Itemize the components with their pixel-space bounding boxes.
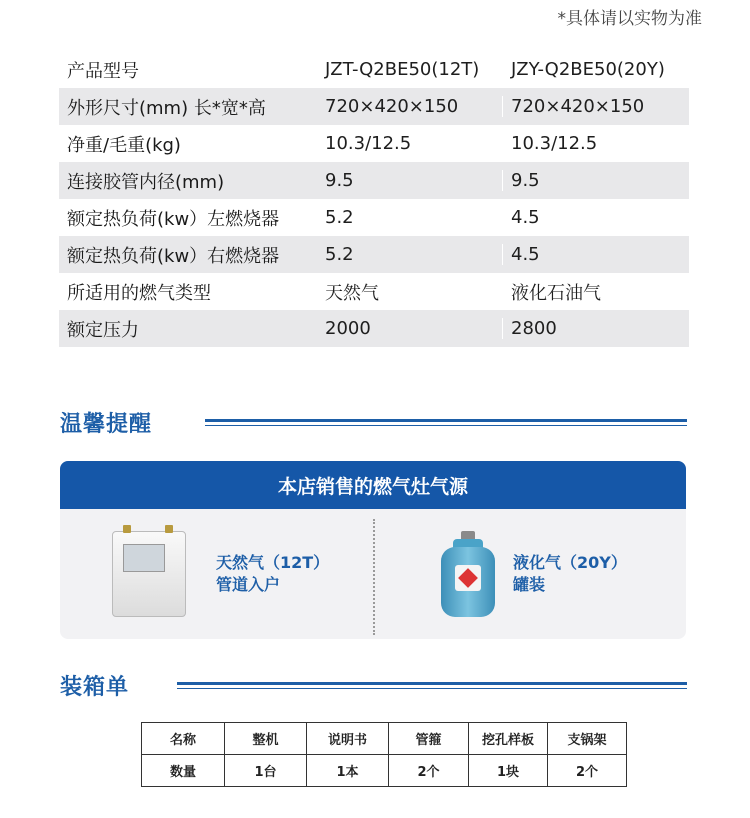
spec-value-20y: JZY-Q2BE50(20Y) — [511, 59, 665, 80]
disclaimer-note: *具体请以实物为准 — [557, 9, 702, 29]
packing-table — [141, 722, 627, 787]
spec-label: 外形尺寸(mm) 长*宽*高 — [67, 97, 266, 119]
spec-row — [59, 125, 689, 162]
lpg-item — [373, 509, 627, 639]
gas-source-card-title: 本店销售的燃气灶气源 — [60, 461, 686, 509]
packing-value-cell: 2个 — [389, 755, 469, 787]
reminder-title: 温馨提醒 — [60, 412, 153, 437]
packing-header-cell: 管箍 — [389, 723, 469, 755]
spec-row — [59, 162, 689, 199]
packing-value-cell: 数量 — [142, 755, 225, 787]
spec-row — [59, 51, 689, 88]
packing-header-cell: 支锅架 — [548, 723, 627, 755]
packing-value-cell: 1本 — [307, 755, 389, 787]
spec-value-12t: 10.3/12.5 — [317, 133, 503, 154]
spec-value-12t: 2000 — [317, 318, 503, 339]
spec-row — [59, 88, 689, 125]
gas-meter-icon — [112, 531, 186, 617]
packing-value-cell: 1块 — [469, 755, 548, 787]
natural-gas-desc: 管道入户 — [216, 575, 281, 594]
spec-label: 额定热负荷(kw）右燃烧器 — [67, 245, 280, 267]
spec-value-12t: 720×420×150 — [317, 96, 503, 117]
spec-value-12t: 5.2 — [317, 244, 503, 265]
spec-value-20y: 9.5 — [511, 170, 540, 191]
spec-value-20y: 4.5 — [511, 207, 540, 228]
spec-row — [59, 199, 689, 236]
table-row — [142, 755, 627, 787]
lpg-desc: 罐装 — [513, 575, 546, 594]
spec-value-20y: 4.5 — [511, 244, 540, 265]
packing-header-cell: 名称 — [142, 723, 225, 755]
spec-value-20y: 液化石油气 — [511, 282, 601, 304]
packing-value-cell: 2个 — [548, 755, 627, 787]
packing-header-cell: 整机 — [225, 723, 307, 755]
spec-label: 所适用的燃气类型 — [67, 282, 211, 304]
lpg-label: 液化气（20Y） — [513, 553, 627, 572]
packing-value-cell: 1台 — [225, 755, 307, 787]
natural-gas-item — [60, 509, 329, 639]
packing-header-cell: 说明书 — [307, 723, 389, 755]
table-row — [142, 723, 627, 755]
spec-label: 净重/毛重(kg) — [67, 134, 181, 156]
spec-value-12t: 9.5 — [317, 170, 503, 191]
packing-title: 装箱单 — [60, 675, 130, 700]
spec-value-20y: 720×420×150 — [511, 96, 645, 117]
gas-cylinder-icon — [441, 531, 495, 617]
gas-source-card — [60, 461, 686, 639]
spec-row — [59, 310, 689, 347]
spec-value-20y: 2800 — [511, 318, 557, 339]
spec-table — [59, 51, 689, 347]
spec-value-20y: 10.3/12.5 — [511, 133, 598, 154]
spec-value-12t: JZT-Q2BE50(12T) — [317, 59, 503, 80]
packing-header-cell: 挖孔样板 — [469, 723, 548, 755]
spec-label: 额定热负荷(kw）左燃烧器 — [67, 208, 280, 230]
natural-gas-label: 天然气（12T） — [216, 553, 330, 572]
spec-value-12t: 5.2 — [317, 207, 503, 228]
spec-label: 连接胶管内径(mm) — [67, 171, 225, 193]
section-divider — [205, 419, 687, 422]
section-divider — [177, 682, 687, 685]
gas-source-card-body — [60, 509, 686, 639]
spec-label: 产品型号 — [67, 60, 139, 82]
spec-row — [59, 236, 689, 273]
spec-row — [59, 273, 689, 310]
spec-value-12t: 天然气 — [317, 279, 503, 305]
spec-label: 额定压力 — [67, 319, 139, 341]
